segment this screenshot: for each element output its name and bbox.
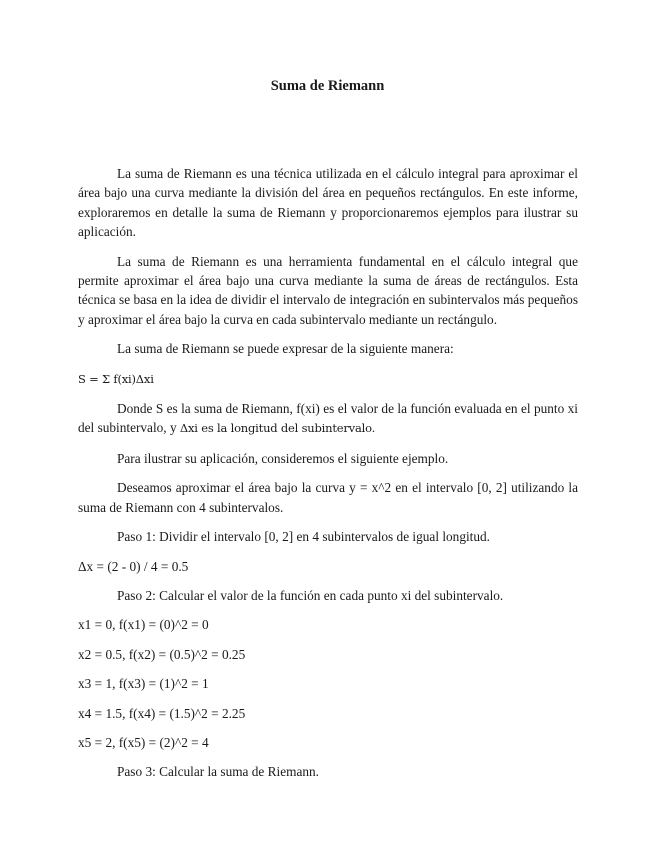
expression-intro-paragraph: La suma de Riemann se puede expresar de la siguiente manera: bbox=[117, 341, 454, 357]
delta-x-line: Δx = (2 - 0) / 4 = 0.5 bbox=[78, 558, 189, 574]
step-1-paragraph: Paso 1: Dividir el intervalo [0, 2] en 4 subintervalos de igual longitud. bbox=[117, 529, 490, 545]
value-line-x2: x2 = 0.5, f(x2) = (0.5)^2 = 0.25 bbox=[78, 646, 246, 662]
example-intro-paragraph: Para ilustrar su aplicación, consideremos el siguiente ejemplo. bbox=[117, 450, 449, 466]
page-title: Suma de Riemann bbox=[270, 78, 385, 94]
value-line-x3: x3 = 1, f(x3) = (1)^2 = 1 bbox=[78, 676, 209, 692]
step-3-paragraph: Paso 3: Calcular la suma de Riemann. bbox=[117, 764, 319, 780]
riemann-formula bbox=[78, 369, 578, 389]
value-line-x1: x1 = 0, f(x1) = (0)^2 = 0 bbox=[78, 617, 209, 633]
explanation-main: Donde S es la suma de Riemann, f(xi) es el valor de la función evaluada en el punto xi del subintervalo, y bbox=[78, 401, 578, 436]
definition-paragraph: La suma de Riemann es una herramienta fundamental en el cálculo integral que permite aproximar el área bajo una curva mediante la suma de áreas de rectángulos. Esta técnica se basa en la idea de dividir el intervalo de integración en subintervalos más pequeños y aproximar el área bajo la curva en cada subintervalo mediante un rectángulo. bbox=[78, 253, 578, 327]
explanation-paragraph bbox=[78, 399, 578, 439]
step-2-paragraph: Paso 2: Calcular el valor de la función en cada punto xi del subintervalo. bbox=[117, 587, 504, 603]
intro-paragraph: La suma de Riemann es una técnica utilizada en el cálculo integral para aproximar el área bajo una curva mediante la división del área en pequeños rectángulos. En este informe, exploraremos en detalle la suma de Riemann y proporcionaremos ejemplos para ilustrar su aplicación. bbox=[78, 166, 578, 240]
value-line-x4: x4 = 1.5, f(x4) = (1.5)^2 = 2.25 bbox=[78, 705, 246, 721]
formula-text: S = Σ f(xi)Δxi bbox=[78, 371, 154, 386]
document-body bbox=[78, 164, 578, 782]
explanation-tail: Δxi es la longitud del subintervalo. bbox=[179, 421, 376, 436]
value-line-x5: x5 = 2, f(x5) = (2)^2 = 4 bbox=[78, 734, 209, 750]
example-statement-paragraph: Deseamos aproximar el área bajo la curva y = x^2 en el intervalo [0, 2] utilizando la suma de Riemann con 4 subintervalos. bbox=[78, 480, 578, 515]
